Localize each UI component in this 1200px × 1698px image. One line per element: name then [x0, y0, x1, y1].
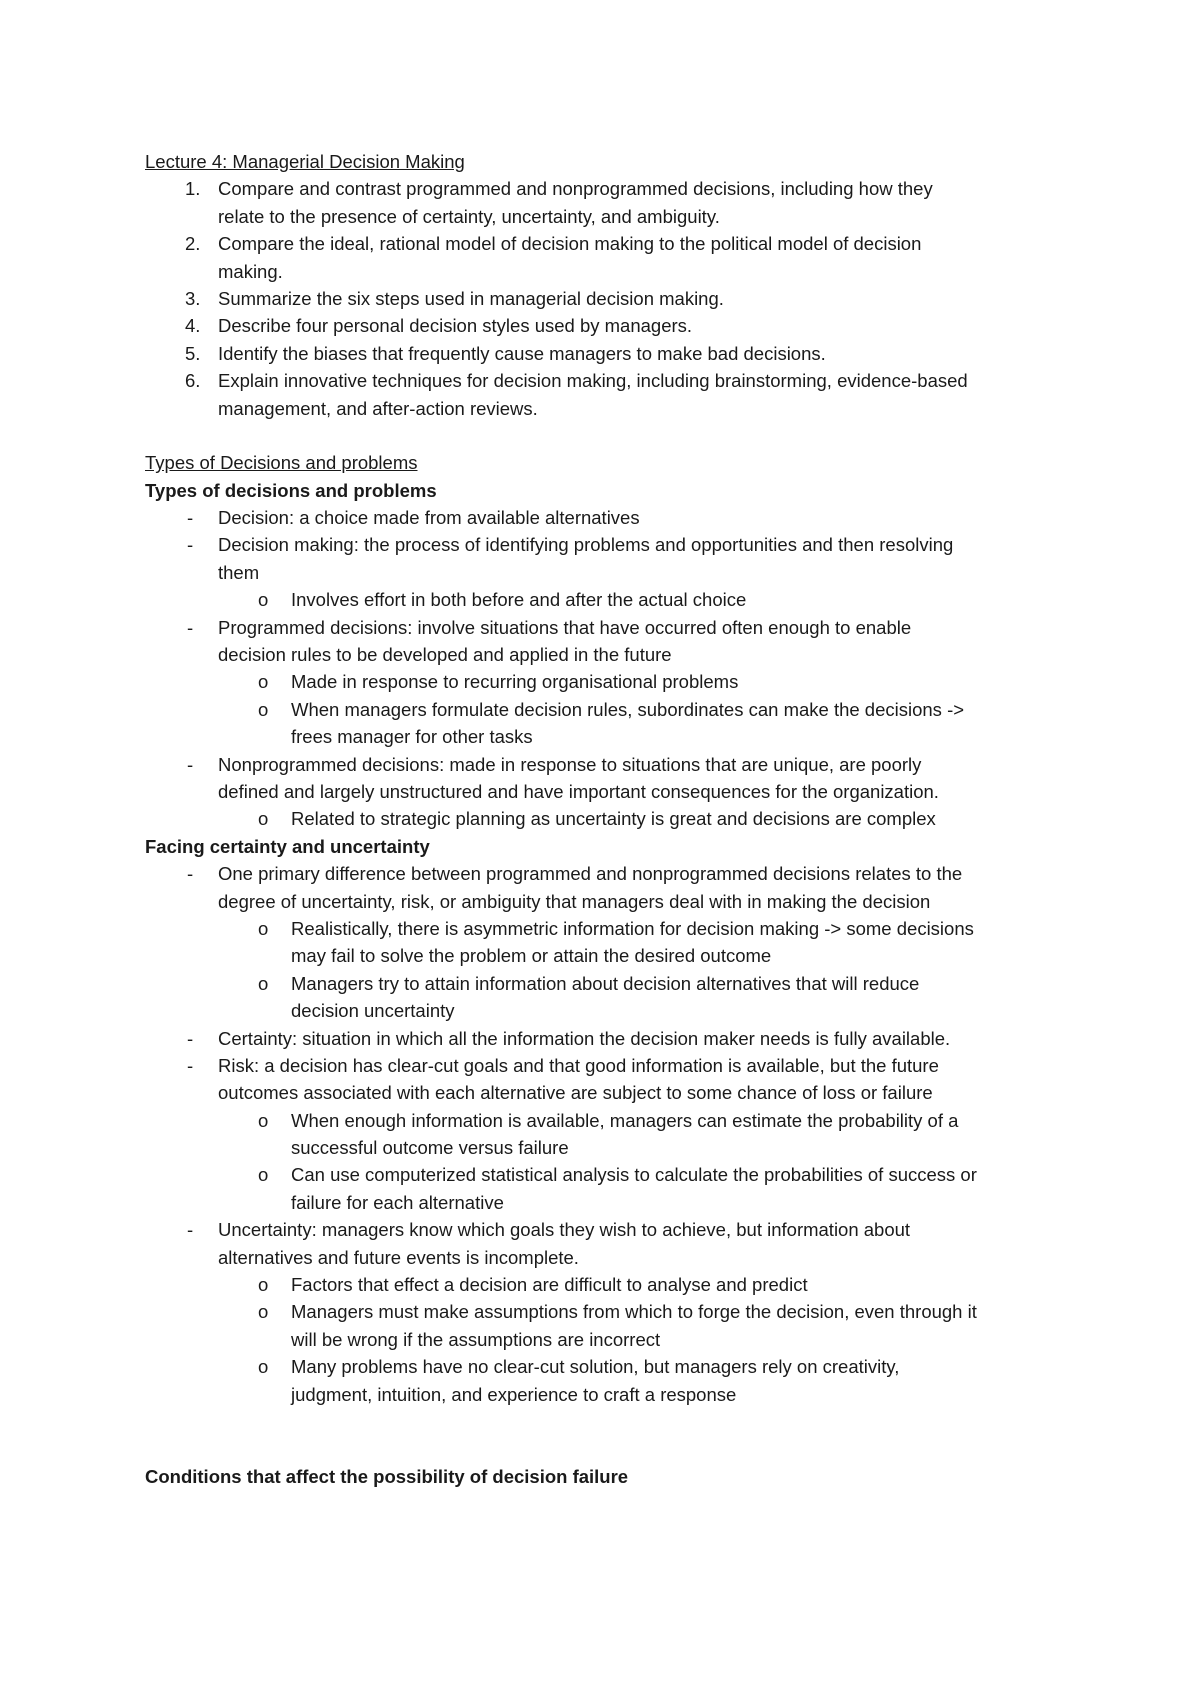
bullet-line	[145, 1216, 1065, 1243]
bullet-line	[145, 778, 1065, 805]
section-title-conditions: Conditions that affect the possibility of decision failure	[145, 1465, 629, 1487]
sub-bullet-item	[145, 915, 1065, 970]
circle-bullet-marker: o	[258, 972, 269, 994]
bullet-line	[145, 1298, 1065, 1325]
sub-bullet-item	[145, 970, 1065, 1025]
objective-text: Compare and contrast programmed and nonprogrammed decisions, including how they	[218, 178, 933, 200]
objective-text: relate to the presence of certainty, uncertainty, and ambiguity.	[218, 205, 720, 227]
bullet-text: alternatives and future events is incomplete.	[218, 1246, 579, 1268]
bullet-line	[145, 1353, 1065, 1380]
objective-line	[145, 285, 1065, 312]
sub-bullet-item	[145, 1271, 1065, 1298]
section-subtitle-types: Types of decisions and problems	[145, 479, 437, 501]
circle-bullet-marker: o	[258, 1109, 269, 1131]
objective-text: Identify the biases that frequently cause managers to make bad decisions.	[218, 342, 826, 364]
objective-item	[145, 312, 1065, 339]
bullet-text: Programmed decisions: involve situations that have occurred often enough to enable	[218, 616, 912, 638]
bullet-text: frees manager for other tasks	[291, 726, 533, 748]
objective-number: 1.	[185, 178, 201, 200]
bullet-text: successful outcome versus failure	[291, 1137, 569, 1159]
objective-text: management, and after-action reviews.	[218, 397, 538, 419]
circle-bullet-marker: o	[258, 698, 269, 720]
objective-item	[145, 367, 1065, 422]
sub-bullet-item	[145, 668, 1065, 695]
bullet-item	[145, 614, 1065, 669]
bullet-item	[145, 504, 1065, 531]
bullet-line	[145, 559, 1065, 586]
bullet-line	[145, 614, 1065, 641]
dash-bullet-marker: -	[187, 534, 194, 556]
bullet-item	[145, 860, 1065, 915]
objective-item	[145, 175, 1065, 230]
circle-bullet-marker: o	[258, 1164, 269, 1186]
bullet-text: degree of uncertainty, risk, or ambiguity that managers deal with in making the decision	[218, 890, 931, 912]
objective-text: Summarize the six steps used in managerial decision making.	[218, 287, 724, 309]
bullet-line	[145, 751, 1065, 778]
sub-bullet-item	[145, 805, 1065, 832]
objective-text: making.	[218, 260, 283, 282]
objective-item	[145, 340, 1065, 367]
dash-bullet-marker: -	[187, 1054, 194, 1076]
bullet-text: Involves effort in both before and after the actual choice	[291, 589, 747, 611]
dash-bullet-marker: -	[187, 507, 194, 529]
circle-bullet-marker: o	[258, 1301, 269, 1323]
bullet-text: judgment, intuition, and experience to craft a response	[291, 1383, 737, 1405]
bullet-text: When managers formulate decision rules, subordinates can make the decisions ->	[291, 698, 965, 720]
bullet-text: Decision: a choice made from available alternatives	[218, 507, 640, 529]
objective-line	[145, 340, 1065, 367]
learning-objectives-list	[145, 175, 1065, 422]
types-bullet-list	[145, 504, 1065, 833]
objective-line	[145, 203, 1065, 230]
section-title-types: Types of Decisions and problems	[145, 452, 418, 474]
sub-bullet-item	[145, 696, 1065, 751]
bullet-text: will be wrong if the assumptions are incorrect	[291, 1328, 661, 1350]
certainty-bullet-list	[145, 860, 1065, 1408]
bullet-line	[145, 696, 1065, 723]
bullet-item	[145, 1216, 1065, 1271]
sub-bullet-item	[145, 1298, 1065, 1353]
bullet-text: decision uncertainty	[291, 1000, 455, 1022]
bullet-line	[145, 888, 1065, 915]
bullet-text: Related to strategic planning as uncertainty is great and decisions are complex	[291, 808, 936, 830]
dash-bullet-marker: -	[187, 1027, 194, 1049]
bullet-line	[145, 997, 1065, 1024]
section-title-certainty: Facing certainty and uncertainty	[145, 835, 430, 857]
bullet-line	[145, 970, 1065, 997]
bullet-line	[145, 504, 1065, 531]
bullet-text: defined and largely unstructured and have important consequences for the organization.	[218, 780, 939, 802]
bullet-line	[145, 1244, 1065, 1271]
bullet-item	[145, 1025, 1065, 1052]
bullet-line	[145, 1107, 1065, 1134]
document-content	[145, 148, 1065, 1490]
bullet-text: Managers must make assumptions from which to forge the decision, even through it	[291, 1301, 977, 1323]
objective-line	[145, 258, 1065, 285]
bullet-line	[145, 942, 1065, 969]
bullet-item	[145, 751, 1065, 806]
bullet-text: Uncertainty: managers know which goals they wish to achieve, but information about	[218, 1219, 911, 1241]
bullet-line	[145, 1052, 1065, 1079]
objective-number: 6.	[185, 370, 201, 392]
objective-line	[145, 312, 1065, 339]
bullet-text: Nonprogrammed decisions: made in response to situations that are unique, are poorly	[218, 753, 922, 775]
bullet-text: Managers try to attain information about decision alternatives that will reduce	[291, 972, 920, 994]
bullet-line	[145, 1161, 1065, 1188]
bullet-line	[145, 1134, 1065, 1161]
sub-bullet-item	[145, 1353, 1065, 1408]
objective-number: 3.	[185, 287, 201, 309]
bullet-text: Made in response to recurring organisational problems	[291, 671, 739, 693]
bullet-text: Decision making: the process of identifying problems and opportunities and then resolving	[218, 534, 954, 556]
bullet-text: Risk: a decision has clear-cut goals and that good information is available, but the future	[218, 1054, 939, 1076]
bullet-text: Realistically, there is asymmetric information for decision making -> some decisions	[291, 917, 974, 939]
dash-bullet-marker: -	[187, 753, 194, 775]
bullet-line	[145, 1189, 1065, 1216]
bullet-text: decision rules to be developed and applied in the future	[218, 644, 672, 666]
lecture-heading: Lecture 4: Managerial Decision Making	[145, 151, 465, 172]
circle-bullet-marker: o	[258, 589, 269, 611]
objective-line	[145, 395, 1065, 422]
objective-number: 4.	[185, 315, 201, 337]
spacer	[145, 422, 1065, 449]
objective-line	[145, 230, 1065, 257]
dash-bullet-marker: -	[187, 616, 194, 638]
bullet-text: failure for each alternative	[291, 1191, 504, 1213]
circle-bullet-marker: o	[258, 1274, 269, 1296]
objective-text: Explain innovative techniques for decision making, including brainstorming, evidence-based	[218, 370, 968, 392]
objective-line	[145, 175, 1065, 202]
bullet-line	[145, 1326, 1065, 1353]
bullet-line	[145, 805, 1065, 832]
circle-bullet-marker: o	[258, 808, 269, 830]
bullet-item	[145, 531, 1065, 586]
bullet-line	[145, 723, 1065, 750]
objective-line	[145, 367, 1065, 394]
bullet-line	[145, 1079, 1065, 1106]
circle-bullet-marker: o	[258, 671, 269, 693]
dash-bullet-marker: -	[187, 863, 194, 885]
bullet-text: outcomes associated with each alternative are subject to some chance of loss or failure	[218, 1082, 933, 1104]
bullet-text: may fail to solve the problem or attain the desired outcome	[291, 945, 772, 967]
objective-text: Compare the ideal, rational model of decision making to the political model of decision	[218, 233, 922, 255]
bullet-line	[145, 586, 1065, 613]
bullet-line	[145, 1381, 1065, 1408]
objective-number: 5.	[185, 342, 201, 364]
bullet-text: them	[218, 561, 260, 583]
circle-bullet-marker: o	[258, 917, 269, 939]
circle-bullet-marker: o	[258, 1356, 269, 1378]
bullet-text: Can use computerized statistical analysis to calculate the probabilities of success or	[291, 1164, 977, 1186]
dash-bullet-marker: -	[187, 1219, 194, 1241]
bullet-line	[145, 531, 1065, 558]
bullet-item	[145, 1052, 1065, 1107]
bullet-line	[145, 1025, 1065, 1052]
sub-bullet-item	[145, 586, 1065, 613]
bullet-line	[145, 915, 1065, 942]
bullet-text: Many problems have no clear-cut solution, but managers rely on creativity,	[291, 1356, 900, 1378]
bullet-line	[145, 860, 1065, 887]
bullet-line	[145, 1271, 1065, 1298]
bullet-line	[145, 668, 1065, 695]
bullet-text: When enough information is available, managers can estimate the probability of a	[291, 1109, 959, 1131]
objective-item	[145, 285, 1065, 312]
sub-bullet-item	[145, 1107, 1065, 1162]
bullet-text: Certainty: situation in which all the information the decision maker needs is fully available.	[218, 1027, 951, 1049]
objective-text: Describe four personal decision styles used by managers.	[218, 315, 693, 337]
bullet-text: Factors that effect a decision are difficult to analyse and predict	[291, 1274, 808, 1296]
spacer	[145, 1408, 1065, 1463]
bullet-line	[145, 641, 1065, 668]
objective-number: 2.	[185, 233, 201, 255]
sub-bullet-item	[145, 1161, 1065, 1216]
bullet-text: One primary difference between programmed and nonprogrammed decisions relates to the	[218, 863, 963, 885]
objective-item	[145, 230, 1065, 285]
